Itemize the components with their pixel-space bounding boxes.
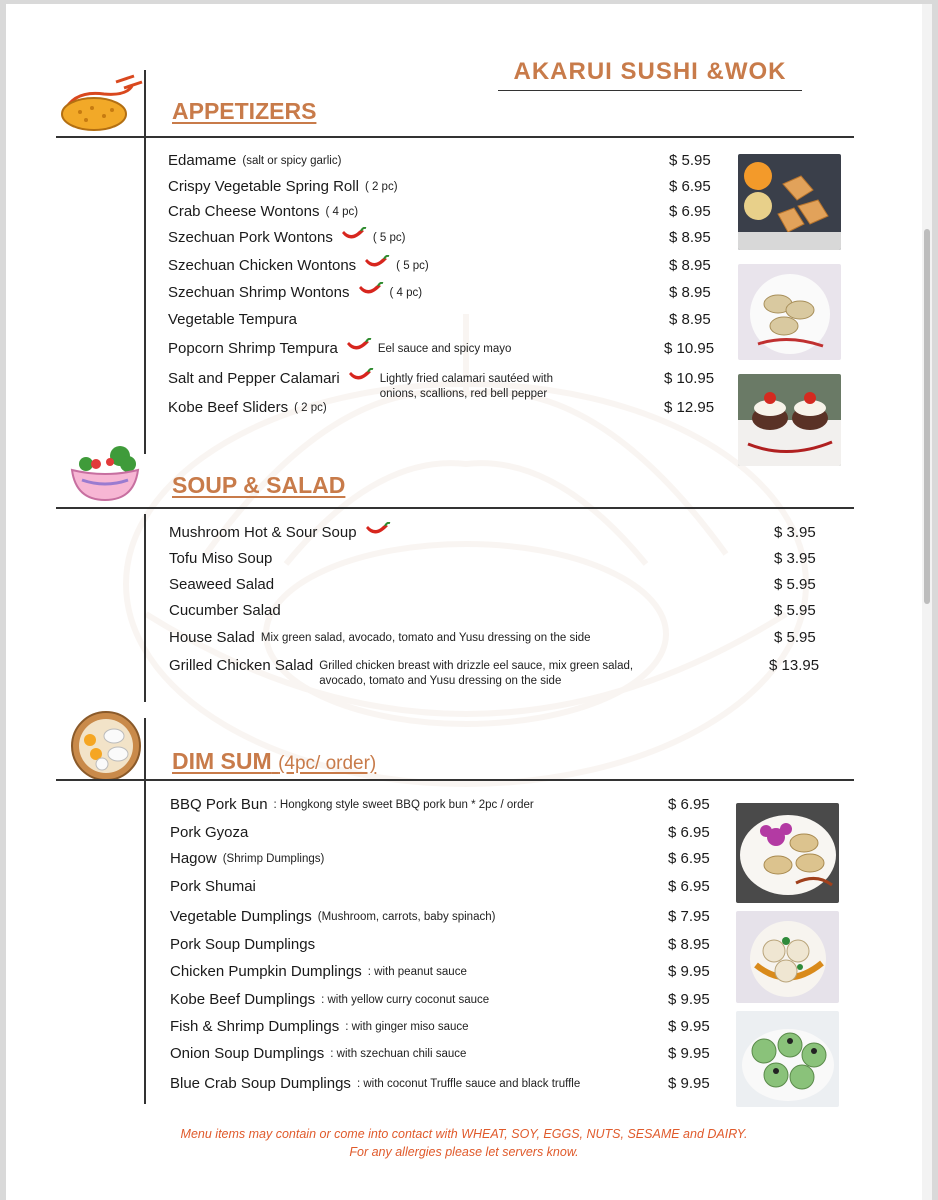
scrollbar[interactable] — [922, 4, 932, 1200]
menu-item-note-line2: onions, scallions, red bell pepper — [379, 388, 548, 400]
menu-item-note: ( 5 pc) — [396, 260, 429, 272]
menu-item — [169, 550, 272, 567]
menu-item-price: $ 8.95 — [669, 284, 711, 301]
menu-item — [168, 340, 511, 357]
menu-item-note: ( 2 pc) — [364, 181, 398, 193]
menu-item — [170, 878, 256, 895]
menu-item-price: $ 5.95 — [774, 602, 816, 619]
menu-item — [169, 576, 274, 593]
menu-item — [169, 602, 281, 619]
menu-item-note: ( 4 pc) — [389, 287, 423, 299]
chili-pepper-icon — [339, 227, 367, 245]
menu-item — [170, 1075, 580, 1092]
menu-item-price: $ 3.95 — [774, 524, 816, 541]
menu-item-name: Vegetable Dumplings — [170, 908, 312, 925]
menu-item-note: : with szechuan chili sauce — [330, 1048, 467, 1060]
menu-item-note: Eel sauce and spicy mayo — [377, 343, 512, 355]
menu-item-note — [380, 372, 553, 402]
menu-item-name: Edamame — [168, 152, 237, 169]
menu-item-price: $ 8.95 — [669, 311, 711, 328]
menu-item-note: ( 2 pc) — [294, 402, 327, 414]
menu-item-name: Grilled Chicken Salad — [169, 657, 314, 674]
menu-item-name: Salt and Pepper Calamari — [168, 370, 340, 387]
menu-item-name: Pork Shumai — [170, 878, 256, 895]
menu-item-name: BBQ Pork Bun — [170, 796, 268, 813]
appetizers-title: APPETIZERS — [172, 98, 317, 124]
menu-item-note-line1: Lightly fried calamari sautéed with — [379, 373, 553, 385]
soup-salad-vertical-divider — [144, 514, 146, 702]
dim-sum-subtitle: (4pc/ order) — [278, 753, 377, 774]
restaurant-name: AKARUI SUSHI &WOK — [498, 58, 802, 91]
menu-item — [170, 824, 248, 841]
menu-item-name: Chicken Pumpkin Dumplings — [170, 963, 362, 980]
salad-bowl-icon — [68, 442, 142, 504]
dumplings-photo — [738, 264, 841, 360]
chili-pepper-icon — [344, 338, 372, 356]
chili-pepper-icon — [363, 522, 391, 540]
menu-item-price: $ 5.95 — [774, 629, 816, 646]
menu-item-price: $ 6.95 — [668, 824, 710, 841]
menu-item-price: $ 10.95 — [664, 370, 715, 387]
menu-item — [168, 178, 398, 195]
menu-item-price: $ 9.95 — [668, 991, 710, 1008]
menu-item-name: Cucumber Salad — [169, 602, 281, 619]
menu-item — [170, 850, 324, 867]
menu-item-price: $ 6.95 — [669, 203, 711, 220]
menu-item — [168, 399, 327, 416]
menu-item-price: $ 7.95 — [668, 908, 710, 925]
menu-item — [170, 908, 495, 925]
menu-item-price: $ 9.95 — [668, 963, 710, 980]
menu-page — [6, 4, 932, 1200]
menu-item-name: Hagow — [170, 850, 217, 867]
menu-item-note: : Hongkong style sweet BBQ pork bun * 2pc / order — [273, 799, 534, 811]
chili-pepper-icon — [346, 368, 374, 386]
menu-item-price: $ 8.95 — [669, 257, 711, 274]
menu-item-price: $ 8.95 — [668, 936, 710, 953]
menu-item-name: Onion Soup Dumplings — [170, 1045, 325, 1062]
menu-item-name: Szechuan Chicken Wontons — [168, 257, 357, 274]
menu-item — [169, 524, 391, 541]
menu-item-price: $ 3.95 — [774, 550, 816, 567]
menu-item — [170, 1018, 469, 1035]
menu-item — [169, 629, 591, 646]
chili-pepper-icon — [356, 282, 384, 300]
menu-item — [168, 203, 358, 220]
menu-item-price: $ 8.95 — [669, 229, 711, 246]
menu-item-name: Vegetable Tempura — [168, 311, 297, 328]
menu-item — [168, 229, 405, 246]
menu-item-note: : with peanut sauce — [367, 966, 467, 978]
dim-sum-title-text: DIM SUM — [172, 748, 272, 774]
menu-item-price: $ 6.95 — [668, 850, 710, 867]
menu-item-name: Szechuan Shrimp Wontons — [168, 284, 350, 301]
menu-item-note-line2: avocado, tomato and Yusu dressing on the side — [319, 675, 562, 687]
scrollbar-thumb[interactable] — [924, 229, 930, 604]
menu-item-note-line1: Grilled chicken breast with drizzle eel sauce, mix green salad, — [319, 660, 634, 672]
wontons-photo — [738, 154, 841, 250]
menu-item — [168, 284, 422, 301]
allergy-notice-line1: Menu items may contain or come into contact with WHEAT, SOY, EGGS, NUTS, SESAME and DAIRY. — [180, 1127, 748, 1141]
menu-item-note: : with ginger miso sauce — [345, 1021, 469, 1033]
menu-item-note: (Mushroom, carrots, baby spinach) — [317, 911, 496, 923]
chili-pepper-icon — [362, 255, 390, 273]
fried-shrimp-icon — [54, 72, 146, 136]
menu-item-price: $ 6.95 — [669, 178, 711, 195]
menu-item-name: House Salad — [169, 629, 255, 646]
menu-item-note: Mix green salad, avocado, tomato and Yusu dressing on the side — [260, 632, 591, 644]
menu-item-name: Mushroom Hot & Sour Soup — [169, 524, 357, 541]
menu-item-name: Blue Crab Soup Dumplings — [170, 1075, 351, 1092]
menu-item-price: $ 12.95 — [664, 399, 715, 416]
menu-item-note: : with coconut Truffle sauce and black truffle — [356, 1078, 581, 1090]
menu-item-price: $ 9.95 — [668, 1045, 710, 1062]
menu-item — [168, 152, 341, 169]
menu-item-name: Crab Cheese Wontons — [168, 203, 320, 220]
menu-item-name: Tofu Miso Soup — [169, 550, 273, 567]
menu-item-name: Fish & Shrimp Dumplings — [170, 1018, 340, 1035]
allergy-notice-line2: For any allergies please let servers know. — [349, 1145, 579, 1159]
menu-item-name: Popcorn Shrimp Tempura — [168, 340, 338, 357]
menu-item-name: Seaweed Salad — [169, 576, 275, 593]
soup-dumplings-photo — [736, 911, 839, 1003]
dim-sum-vertical-divider — [144, 718, 146, 1104]
appetizers-divider — [56, 136, 854, 138]
menu-item-note: (salt or spicy garlic) — [242, 155, 342, 167]
menu-item — [170, 991, 489, 1008]
green-dumplings-photo — [736, 1011, 839, 1107]
menu-item-price: $ 6.95 — [668, 878, 710, 895]
menu-item — [168, 257, 429, 274]
gyoza-orchid-photo — [736, 803, 839, 903]
menu-item-name: Pork Gyoza — [170, 824, 249, 841]
menu-item-name: Kobe Beef Dumplings — [170, 991, 316, 1008]
menu-item — [170, 1045, 466, 1062]
menu-item-price: $ 5.95 — [774, 576, 816, 593]
menu-item-price: $ 9.95 — [668, 1075, 710, 1092]
menu-item-note: ( 5 pc) — [372, 232, 406, 244]
menu-item-price: $ 6.95 — [668, 796, 710, 813]
menu-item-name: Kobe Beef Sliders — [168, 399, 289, 416]
menu-item-note: : with yellow curry coconut sauce — [321, 994, 490, 1006]
menu-item-name: Pork Soup Dumplings — [170, 936, 316, 953]
menu-item-price: $ 13.95 — [769, 657, 820, 674]
dim-sum-title — [172, 748, 376, 775]
menu-item-note: (Shrimp Dumplings) — [222, 853, 325, 865]
menu-item-price: $ 9.95 — [668, 1018, 710, 1035]
dumpling-steamer-icon — [70, 710, 142, 782]
menu-item-price: $ 10.95 — [664, 340, 715, 357]
soup-salad-divider — [56, 507, 854, 509]
dim-sum-divider — [56, 779, 854, 781]
menu-item — [168, 370, 553, 402]
sliders-photo — [738, 374, 841, 466]
menu-item-note: ( 4 pc) — [325, 206, 359, 218]
menu-item-note — [319, 659, 633, 689]
menu-item — [170, 963, 467, 980]
menu-item — [169, 657, 633, 689]
menu-item-name: Crispy Vegetable Spring Roll — [168, 178, 359, 195]
soup-salad-title: SOUP & SALAD — [172, 472, 346, 498]
menu-item — [168, 311, 297, 328]
menu-item-price: $ 5.95 — [669, 152, 711, 169]
menu-item — [170, 936, 315, 953]
menu-item-name: Szechuan Pork Wontons — [168, 229, 333, 246]
appetizers-vertical-divider — [144, 70, 146, 454]
menu-item — [170, 796, 534, 813]
